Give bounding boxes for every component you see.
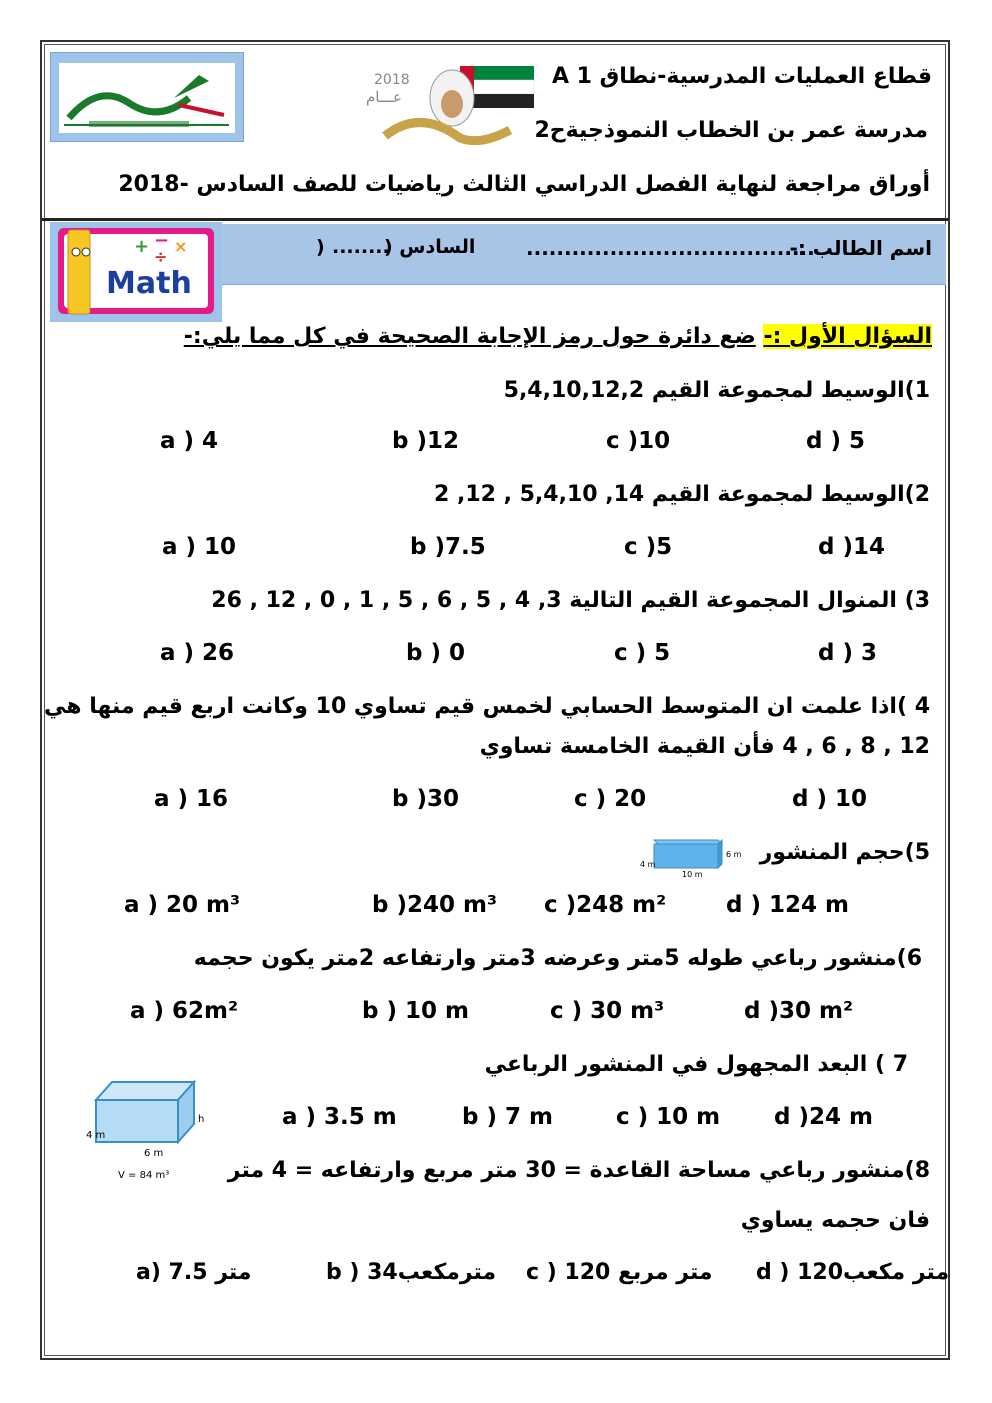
question-4-line-2: 12 , 8 , 6 , 4 فأن القيمة الخامسة تساوي <box>479 734 930 759</box>
q8-option-b[interactable]: b ) 34مترمكعب <box>326 1260 497 1285</box>
q1-option-d[interactable]: d ) 5 <box>806 428 865 454</box>
section-title: السؤال الأول :- <box>763 324 932 349</box>
q7-option-b[interactable]: b ) 7 m <box>462 1104 553 1130</box>
math-logo <box>50 222 222 322</box>
q8-option-c[interactable]: c ) 120 متر مربع <box>526 1260 713 1285</box>
q2-option-b[interactable]: b )7.5 <box>410 534 486 560</box>
q6-option-c[interactable]: c ) 30 m³ <box>550 998 665 1024</box>
question-1: 1)الوسيط لمجموعة القيم 5,4,10,12,2 <box>503 378 930 403</box>
header-line-1: قطاع العمليات المدرسية-نطاق A 1 <box>551 64 932 89</box>
q6-option-d[interactable]: d )30 m² <box>744 998 854 1024</box>
q5-option-a[interactable]: a ) 20 m³ <box>124 892 241 918</box>
header-divider <box>42 218 948 221</box>
zayed-year: 2018 <box>374 72 410 88</box>
q4-option-a[interactable]: a ) 16 <box>154 786 229 812</box>
q7-prism-height: h <box>198 1114 205 1125</box>
q4-option-d[interactable]: d ) 10 <box>792 786 867 812</box>
question-2: 2)الوسيط لمجموعة القيم 14, 5,4,10 , 12, 2 <box>433 482 930 507</box>
zayed-name <box>404 114 406 115</box>
q3-option-b[interactable]: b ) 0 <box>406 640 465 666</box>
q3-option-d[interactable]: d ) 3 <box>818 640 877 666</box>
q2-option-a[interactable]: a ) 10 <box>162 534 237 560</box>
q3-option-a[interactable]: a ) 26 <box>160 640 235 666</box>
q7-option-a[interactable]: a ) 3.5 m <box>282 1104 397 1130</box>
svg-text:÷: ÷ <box>154 247 168 266</box>
q2-option-d[interactable]: d )14 <box>818 534 885 560</box>
q8-option-d[interactable]: d ) 120متر مكعب <box>756 1260 950 1285</box>
svg-text:−: − <box>154 230 170 251</box>
q7-prism-volume: V = 84 m³ <box>118 1170 170 1181</box>
q6-option-b[interactable]: b ) 10 m <box>362 998 469 1024</box>
q5-prism-figure <box>640 834 744 882</box>
class-field[interactable]: ........ <box>332 236 390 258</box>
question-8: 8)منشور رباعي مساحة القاعدة = 30 متر مربع وارتفاعه = 4 متر <box>227 1158 930 1183</box>
q1-option-a[interactable]: a ) 4 <box>160 428 219 454</box>
q6-option-a[interactable]: a ) 62m² <box>130 998 239 1024</box>
question-7: 7 ) البعد المجهول في المنشور الرباعي <box>484 1052 908 1077</box>
student-name-field[interactable]: ...................................... <box>526 236 815 260</box>
q5-prism-length: 10 m <box>682 870 703 879</box>
q7-option-d[interactable]: d )24 m <box>774 1104 873 1130</box>
header-line-3: أوراق مراجعة لنهاية الفصل الدراسي الثالث رياضيات للصف السادس -2018 <box>118 172 930 197</box>
q7-prism-length: 6 m <box>144 1148 164 1159</box>
student-name-label: اسم الطالب :- <box>789 236 932 260</box>
q5-option-d[interactable]: d ) 124 m <box>726 892 849 918</box>
q8-option-a[interactable]: a) 7.5 متر <box>136 1260 252 1285</box>
question-5: 5)حجم المنشور <box>759 840 930 865</box>
q7-prism-figure <box>74 1062 224 1192</box>
q5-prism-width: 4 m <box>640 860 656 869</box>
class-label: السادس ( <box>384 236 476 258</box>
class-close: ) <box>316 236 325 258</box>
q1-option-c[interactable]: c )10 <box>606 428 671 454</box>
math-logo-text: Math <box>106 266 192 301</box>
q5-option-c[interactable]: c )248 m² <box>544 892 667 918</box>
q7-option-c[interactable]: c ) 10 m <box>616 1104 721 1130</box>
q7-prism-width: 4 m <box>86 1130 106 1141</box>
svg-text:+: + <box>134 236 150 257</box>
year-of-zayed-logo <box>360 58 536 148</box>
q2-option-c[interactable]: c )5 <box>624 534 673 560</box>
svg-text:×: × <box>174 237 188 256</box>
question-4: 4 )اذا علمت ان المتوسط الحسابي لخمس قيم تساوي 10 وكانت اربع قيم منها هي <box>44 694 930 719</box>
school-logo <box>50 52 244 142</box>
zayed-word: عـــام <box>366 88 402 106</box>
header-line-2: مدرسة عمر بن الخطاب النموذجيةح2 <box>534 118 928 143</box>
q4-option-b[interactable]: b )30 <box>392 786 459 812</box>
q5-option-b[interactable]: b )240 m³ <box>372 892 498 918</box>
question-3: 3) المنوال المجموعة القيم التالية 3, 4 , 5 , 6 , 5 , 1 , 0 , 12 , 26 <box>211 588 930 613</box>
question-6: 6)منشور رباعي طوله 5متر وعرضه 3متر وارتفاعه 2متر يكون حجمه <box>193 946 922 971</box>
q3-option-c[interactable]: c ) 5 <box>614 640 671 666</box>
question-8-line-2: فان حجمه يساوي <box>740 1208 930 1233</box>
q5-prism-height: 6 m <box>726 850 742 859</box>
section-header <box>184 324 932 349</box>
q1-option-b[interactable]: b )12 <box>392 428 459 454</box>
q4-option-c[interactable]: c ) 20 <box>574 786 647 812</box>
section-instruction: ضع دائرة حول رمز الإجابة الصحيحة في كل مما يلي:- <box>183 324 756 349</box>
school-logo-icon <box>59 63 235 133</box>
